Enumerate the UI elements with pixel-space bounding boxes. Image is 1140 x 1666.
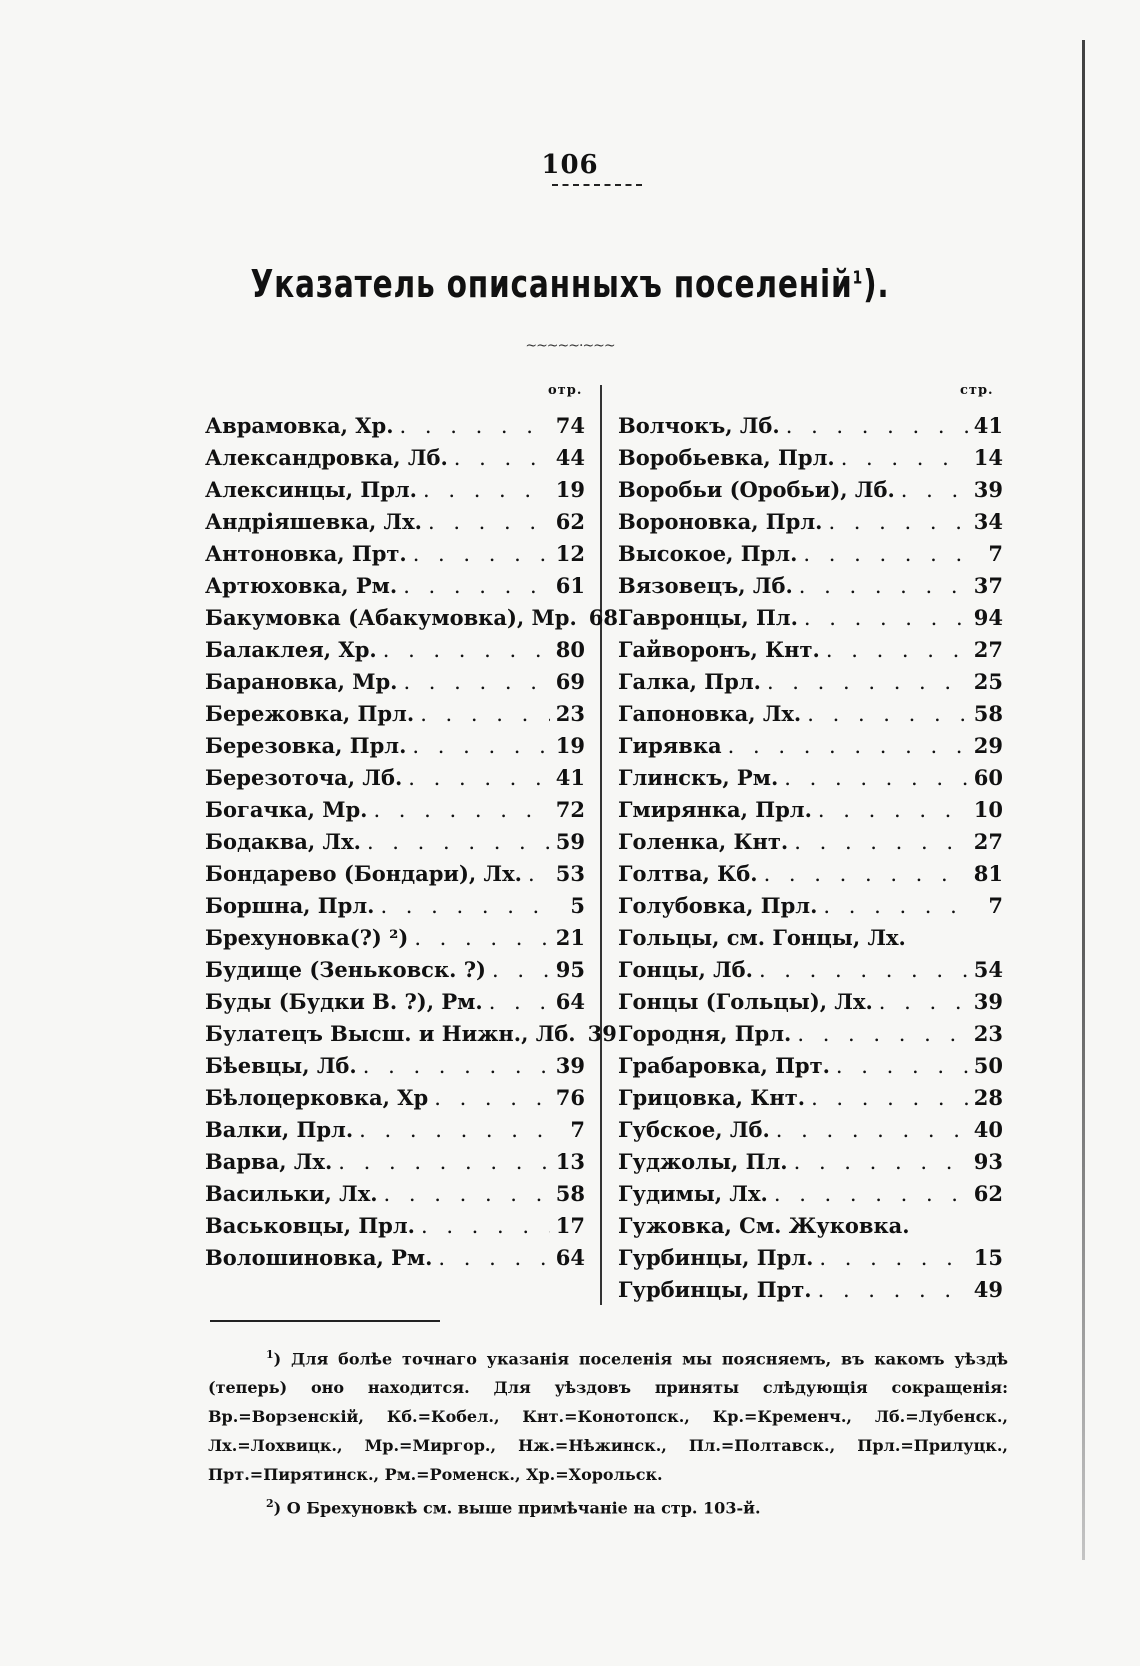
dot-leader xyxy=(384,1178,550,1210)
entry-page: 72 xyxy=(555,797,585,822)
dot-leader xyxy=(818,1274,968,1306)
entry-page: 39 xyxy=(555,1053,585,1078)
entry-page: 13 xyxy=(555,1149,585,1174)
entry-page: 80 xyxy=(555,637,585,662)
entry-name: Варва, Лх. xyxy=(205,1149,333,1174)
index-entry xyxy=(618,954,1003,986)
index-entry xyxy=(205,442,585,474)
index-entry xyxy=(618,1178,1003,1210)
dot-leader xyxy=(901,474,968,506)
index-entry xyxy=(618,1018,1003,1050)
index-entry xyxy=(618,602,1003,634)
entry-name: Бакумовка (Абакумовка), Мр. xyxy=(205,605,577,630)
entry-name: Волчокъ, Лб. xyxy=(618,413,780,438)
dot-leader xyxy=(841,442,968,474)
entry-page: 7 xyxy=(988,541,1003,566)
dot-leader xyxy=(528,858,550,890)
column-divider xyxy=(600,385,602,1305)
entry-page: 15 xyxy=(973,1245,1003,1270)
entry-page: 49 xyxy=(973,1277,1003,1302)
entry-name: Губское, Лб. xyxy=(618,1117,770,1142)
index-entry xyxy=(205,1082,585,1114)
entry-name: Высокое, Прл. xyxy=(618,541,798,566)
dot-leader xyxy=(797,1018,967,1050)
entry-name: Антоновка, Прт. xyxy=(205,541,407,566)
index-entry xyxy=(618,666,1003,698)
entry-name: Гольцы, см. Гонцы, Лх. xyxy=(618,925,906,950)
index-entry xyxy=(205,602,618,634)
entry-page: 41 xyxy=(973,413,1003,438)
dot-leader xyxy=(784,762,967,794)
entry-page: 39 xyxy=(587,1021,617,1046)
entry-page: 76 xyxy=(555,1085,585,1110)
entry-name: Гавронцы, Пл. xyxy=(618,605,798,630)
title-footnote-mark: 1 xyxy=(852,267,864,289)
entry-page: 19 xyxy=(555,733,585,758)
entry-page: 39 xyxy=(973,989,1003,1014)
entry-name: Аврамовка, Хр. xyxy=(205,413,394,438)
dot-leader xyxy=(826,634,968,666)
entry-name: Гонцы, Лб. xyxy=(618,957,753,982)
index-entry xyxy=(205,954,585,986)
dot-leader xyxy=(454,442,550,474)
entry-name: Барановка, Мр. xyxy=(205,669,398,694)
entry-name: Васильки, Лх. xyxy=(205,1181,378,1206)
entry-page: 68 xyxy=(588,605,618,630)
entry-name: Глинскъ, Рм. xyxy=(618,765,779,790)
index-entry xyxy=(205,570,585,602)
entry-page: 58 xyxy=(973,701,1003,726)
dot-leader xyxy=(811,1082,968,1114)
dot-leader xyxy=(759,954,968,986)
entry-name: Богачка, Мр. xyxy=(205,797,368,822)
dot-leader xyxy=(823,890,969,922)
index-entry xyxy=(618,1082,1003,1114)
entry-name: Гирявка xyxy=(618,733,722,758)
dot-leader xyxy=(799,570,968,602)
index-entry xyxy=(205,1178,585,1210)
index-entry xyxy=(618,986,1003,1018)
entry-name: Гмирянка, Прл. xyxy=(618,797,812,822)
entry-page: 10 xyxy=(973,797,1003,822)
footnote xyxy=(208,1340,1008,1489)
entry-name: Галка, Прл. xyxy=(618,669,761,694)
entry-name: Будище (Зеньковск. ?) xyxy=(205,957,486,982)
index-entry xyxy=(205,538,585,570)
entry-page: 34 xyxy=(973,509,1003,534)
index-entry xyxy=(205,730,585,762)
entry-page: 7 xyxy=(570,1117,585,1142)
entry-name: Грабаровка, Прт. xyxy=(618,1053,830,1078)
title-suffix: ). xyxy=(863,262,890,306)
index-entry xyxy=(205,1242,585,1274)
index-entry xyxy=(618,1210,1003,1242)
entry-page: 37 xyxy=(973,573,1003,598)
entry-page: 28 xyxy=(973,1085,1003,1110)
dot-leader xyxy=(414,922,549,954)
entry-name: Гужовка, См. Жуковка. xyxy=(618,1213,910,1238)
entry-name: Гурбинцы, Прл. xyxy=(618,1245,814,1270)
entry-page: 54 xyxy=(973,957,1003,982)
entry-page: 12 xyxy=(555,541,585,566)
dot-leader xyxy=(818,794,968,826)
entry-name: Буды (Будки В. ?), Рм. xyxy=(205,989,483,1014)
entry-page: 50 xyxy=(973,1053,1003,1078)
dot-leader xyxy=(804,602,968,634)
entry-name: Валки, Прл. xyxy=(205,1117,354,1142)
entry-page: 60 xyxy=(973,765,1003,790)
entry-page: 14 xyxy=(973,445,1003,470)
entry-name: Гонцы (Гольцы), Лх. xyxy=(618,989,873,1014)
dot-leader xyxy=(492,954,550,986)
entry-name: Воробьевка, Прл. xyxy=(618,445,835,470)
index-entry xyxy=(205,890,585,922)
entry-page: 7 xyxy=(988,893,1003,918)
entry-name: Алексинцы, Прл. xyxy=(205,477,417,502)
entry-name: Бондарево (Бондари), Лх. xyxy=(205,861,522,886)
dot-leader xyxy=(807,698,968,730)
dot-leader xyxy=(423,474,550,506)
dot-leader xyxy=(836,1050,968,1082)
entry-name: Вязовецъ, Лб. xyxy=(618,573,793,598)
index-entry xyxy=(618,1274,1003,1306)
entry-name: Березовка, Прл. xyxy=(205,733,407,758)
index-entry xyxy=(618,1242,1003,1274)
index-entry xyxy=(618,698,1003,730)
entry-page: 29 xyxy=(973,733,1003,758)
entry-name: Гурбинцы, Прт. xyxy=(618,1277,812,1302)
entry-name: Грицовка, Кнт. xyxy=(618,1085,806,1110)
index-entry xyxy=(618,1114,1003,1146)
index-entry xyxy=(205,410,585,442)
dot-leader xyxy=(400,410,550,442)
entry-page: 61 xyxy=(555,573,585,598)
dot-leader xyxy=(776,1114,968,1146)
entry-name: Бодаква, Лх. xyxy=(205,829,361,854)
index-entry xyxy=(618,794,1003,826)
dot-leader xyxy=(489,986,550,1018)
entry-page: 62 xyxy=(555,509,585,534)
entry-name: Голубовка, Прл. xyxy=(618,893,818,918)
entry-page: 23 xyxy=(555,701,585,726)
entry-page: 27 xyxy=(973,637,1003,662)
entry-name: Андріяшевка, Лх. xyxy=(205,509,422,534)
dot-leader xyxy=(434,1082,550,1114)
index-entry xyxy=(205,1146,585,1178)
dot-leader xyxy=(828,506,967,538)
index-entry xyxy=(618,922,1003,954)
dot-leader xyxy=(367,826,550,858)
index-entry xyxy=(618,506,1003,538)
index-entry xyxy=(618,1146,1003,1178)
left-column-index xyxy=(205,410,618,1274)
index-entry xyxy=(205,762,585,794)
entry-name: Гуджолы, Пл. xyxy=(618,1149,788,1174)
index-entry xyxy=(205,986,585,1018)
index-entry xyxy=(205,1018,617,1050)
footnote-text: ) О Брехуновкѣ см. выше примѣчаніе на стр. 103-й. xyxy=(273,1498,761,1518)
dot-leader xyxy=(421,1210,550,1242)
dot-leader xyxy=(420,698,550,730)
entry-page: 74 xyxy=(555,413,585,438)
entry-name: Гапоновка, Лх. xyxy=(618,701,802,726)
dot-leader xyxy=(794,826,968,858)
index-entry xyxy=(618,1050,1003,1082)
index-entry xyxy=(205,474,585,506)
dot-leader xyxy=(438,1242,549,1274)
index-entry xyxy=(205,858,585,890)
index-entry xyxy=(618,570,1003,602)
dot-leader xyxy=(359,1114,551,1146)
dot-leader xyxy=(794,1146,968,1178)
index-entry xyxy=(618,538,1003,570)
entry-page: 59 xyxy=(555,829,585,854)
footnote-mark: 1 xyxy=(266,1348,274,1361)
entry-page: 64 xyxy=(555,989,585,1014)
entry-name: Гайворонъ, Кнт. xyxy=(618,637,820,662)
entry-name: Боршна, Прл. xyxy=(205,893,375,918)
entry-page: 23 xyxy=(973,1021,1003,1046)
entry-name: Балаклея, Хр. xyxy=(205,637,377,662)
entry-page: 17 xyxy=(555,1213,585,1238)
entry-name: Воробьи (Оробьи), Лб. xyxy=(618,477,895,502)
index-entry xyxy=(205,826,585,858)
left-column-header: отр. xyxy=(548,383,583,398)
index-entry xyxy=(618,826,1003,858)
index-entry xyxy=(205,1050,585,1082)
entry-page: 62 xyxy=(973,1181,1003,1206)
entry-page: 64 xyxy=(555,1245,585,1270)
index-entry xyxy=(205,1114,585,1146)
index-entry xyxy=(205,922,585,954)
entry-page: 5 xyxy=(570,893,585,918)
index-entry xyxy=(618,410,1003,442)
entry-page: 93 xyxy=(973,1149,1003,1174)
index-entry xyxy=(618,730,1003,762)
dot-leader xyxy=(428,506,550,538)
dot-leader xyxy=(383,634,550,666)
index-entry xyxy=(618,890,1003,922)
entry-name: Брехуновка(?) ²) xyxy=(205,925,409,950)
entry-page: 44 xyxy=(555,445,585,470)
entry-name: Вороновка, Прл. xyxy=(618,509,823,534)
entry-page: 69 xyxy=(555,669,585,694)
entry-name: Александровка, Лб. xyxy=(205,445,448,470)
dot-leader xyxy=(764,858,968,890)
dot-leader xyxy=(803,538,969,570)
dot-leader xyxy=(380,890,551,922)
entry-name: Бережовка, Прл. xyxy=(205,701,415,726)
entry-name: Бѣевцы, Лб. xyxy=(205,1053,357,1078)
entry-page: 40 xyxy=(973,1117,1003,1142)
dot-leader xyxy=(338,1146,550,1178)
dot-leader xyxy=(373,794,549,826)
index-entry xyxy=(205,634,585,666)
dot-leader xyxy=(412,730,549,762)
dot-leader xyxy=(403,666,549,698)
entry-page: 21 xyxy=(555,925,585,950)
index-entry xyxy=(618,762,1003,794)
index-entry xyxy=(618,442,1003,474)
title-text: Указатель описанныхъ поселеній xyxy=(250,262,853,306)
right-column-index xyxy=(618,410,1003,1306)
dot-leader xyxy=(728,730,968,762)
index-entry xyxy=(205,1210,585,1242)
page-number-underline xyxy=(552,184,642,186)
entry-name: Булатецъ Высш. и Нижн., Лб. xyxy=(205,1021,576,1046)
index-entry xyxy=(618,858,1003,890)
entry-page: 41 xyxy=(555,765,585,790)
entry-name: Городня, Прл. xyxy=(618,1021,792,1046)
entry-name: Волошиновка, Рм. xyxy=(205,1245,433,1270)
entry-page: 94 xyxy=(973,605,1003,630)
footnote xyxy=(208,1489,1008,1522)
entry-name: Голтва, Кб. xyxy=(618,861,758,886)
footnote-mark: 2 xyxy=(266,1497,274,1511)
page-edge-line xyxy=(1082,40,1085,1560)
entry-name: Бѣлоцерковка, Хр xyxy=(205,1085,429,1110)
index-entry xyxy=(205,794,585,826)
entry-page: 53 xyxy=(555,861,585,886)
page-title xyxy=(125,262,1014,306)
entry-name: Гудимы, Лх. xyxy=(618,1181,768,1206)
entry-page: 95 xyxy=(555,957,585,982)
entry-page: 81 xyxy=(973,861,1003,886)
dot-leader xyxy=(774,1178,968,1210)
index-entry xyxy=(205,506,585,538)
dot-leader xyxy=(413,538,550,570)
entry-page: 25 xyxy=(973,669,1003,694)
dot-leader xyxy=(408,762,550,794)
entry-page: 39 xyxy=(973,477,1003,502)
dot-leader xyxy=(786,410,968,442)
entry-name: Березоточа, Лб. xyxy=(205,765,403,790)
entry-page: 27 xyxy=(973,829,1003,854)
entry-page: 19 xyxy=(555,477,585,502)
index-entry xyxy=(205,666,585,698)
entry-name: Артюховка, Рм. xyxy=(205,573,398,598)
index-entry xyxy=(618,634,1003,666)
entry-page: 58 xyxy=(555,1181,585,1206)
index-entry xyxy=(205,698,585,730)
dot-leader xyxy=(767,666,968,698)
footnote-separator xyxy=(210,1320,440,1322)
entry-name: Голенка, Кнт. xyxy=(618,829,789,854)
page-number: 106 xyxy=(541,150,599,180)
entry-name: Васьковцы, Прл. xyxy=(205,1213,415,1238)
right-column-header: стр. xyxy=(960,383,994,398)
dot-leader xyxy=(879,986,968,1018)
dot-leader xyxy=(819,1242,967,1274)
dot-leader xyxy=(363,1050,550,1082)
index-entry xyxy=(618,474,1003,506)
footnote-text: ) Для болѣе точнаго указанія поселенія мы поясняемъ, въ какомъ уѣздѣ (теперь) оно находится. Для уѣздовъ приняты слѣдующія сокращенія: Вр.=Ворзенскій, Кб.=Кобел., Кнт.=Конотопск., Кр.=Кременч., Лб.=Лубенск., Лх.=Лохвицк., Мр.=Миргор., Нж.=Нѣжинск., Пл.=Полтавск., Прл.=Прилуцк., Прт.=Пирятинск., Рм.=Роменск., Хр.=Хорольск. xyxy=(208,1349,1008,1485)
footnotes xyxy=(208,1340,1008,1523)
dot-leader xyxy=(403,570,550,602)
title-ornament: ~~~~~·~~~ xyxy=(525,338,615,354)
